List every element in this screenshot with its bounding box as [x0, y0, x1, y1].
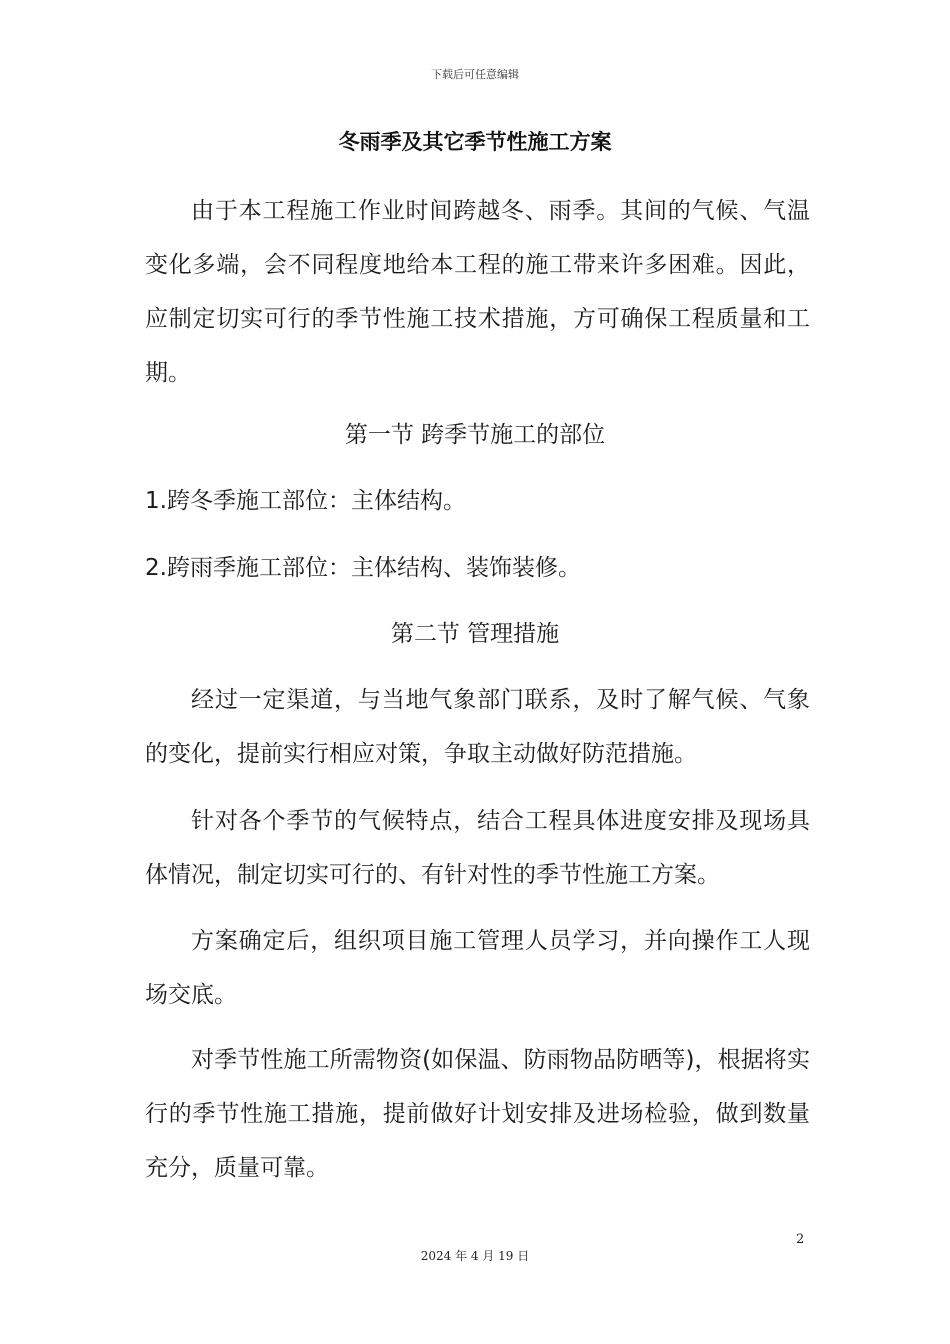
- section2-paragraph-1: 经过一定渠道，与当地气象部门联系，及时了解气候、气象的变化，提前实行相应对策，争取主动做好防范措施。: [145, 687, 810, 767]
- document-title: 冬雨季及其它季节性施工方案: [338, 130, 612, 154]
- section2-paragraph-4: 对季节性施工所需物资(如保温、防雨物品防晒等)，根据将实行的季节性施工措施，提前做好计划安排及进场检验，做到数量充分，质量可靠。: [145, 1047, 810, 1181]
- section1-item-1: 1.跨冬季施工部位：主体结构。: [145, 488, 466, 514]
- header-note: 下载后可任意编辑: [431, 68, 519, 81]
- section2-paragraph-3: 方案确定后，组织项目施工管理人员学习，并向操作工人现场交底。: [145, 928, 810, 1008]
- footer-date: 2024 年 4 月 19 日: [420, 1249, 530, 1263]
- page-number: 2: [796, 1232, 805, 1247]
- section1-heading: 第一节 跨季节施工的部位: [344, 422, 606, 448]
- intro-paragraph: 由于本工程施工作业时间跨越冬、雨季。其间的气候、气温变化多端，会不同程度地给本工程的施工带来许多困难。因此，应制定切实可行的季节性施工技术措施，方可确保工程质量和工期。: [145, 198, 810, 386]
- section2-heading: 第二节 管理措施: [390, 621, 560, 647]
- section2-paragraph-2: 针对各个季节的气候特点，结合工程具体进度安排及现场具体情况，制定切实可行的、有针对性的季节性施工方案。: [145, 808, 810, 888]
- section1-item-2: 2.跨雨季施工部位：主体结构、装饰装修。: [145, 555, 581, 581]
